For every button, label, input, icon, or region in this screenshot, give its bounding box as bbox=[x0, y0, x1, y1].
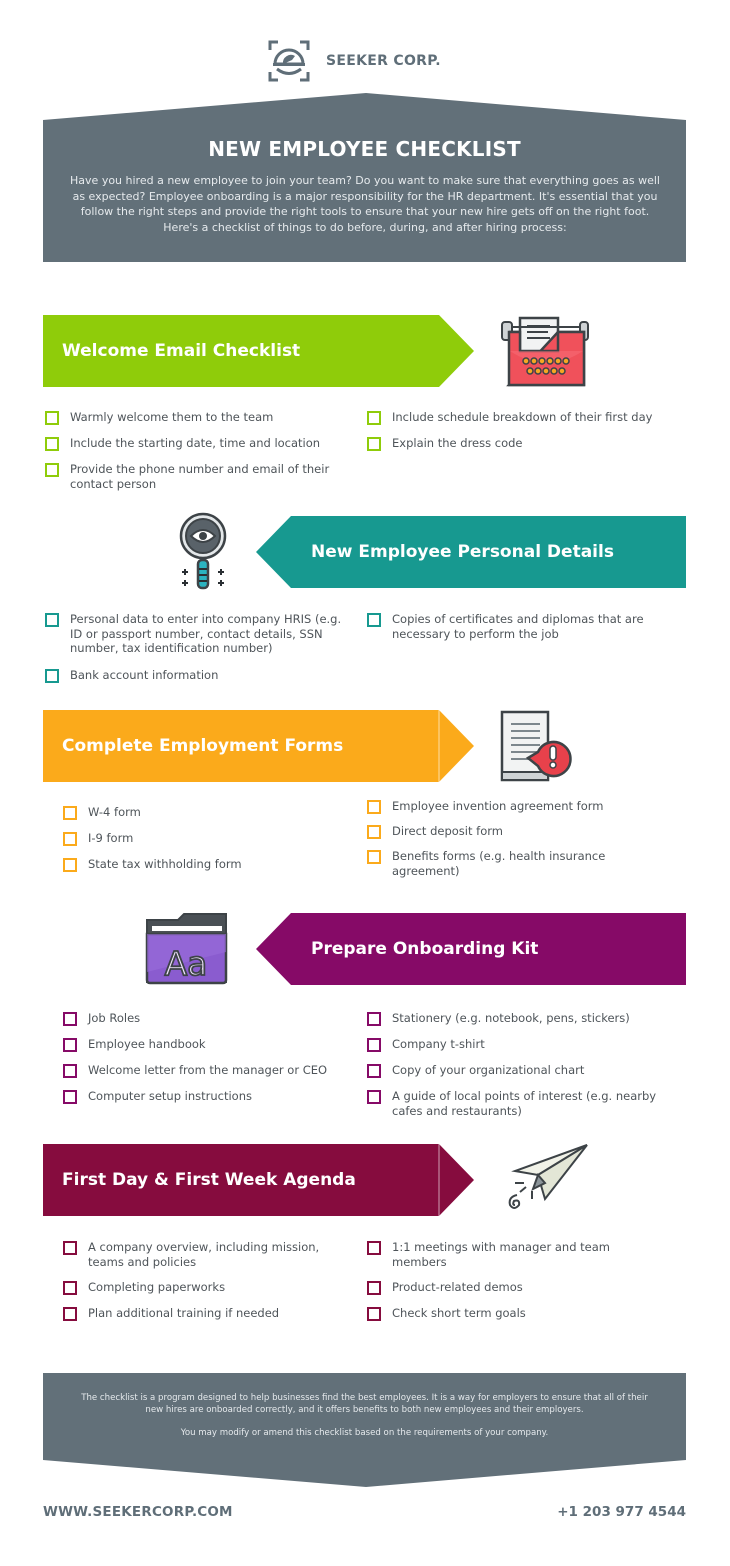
intro-header bbox=[43, 93, 686, 262]
checklist-left bbox=[63, 1240, 343, 1321]
typewriter-icon bbox=[500, 315, 592, 393]
checklist-right bbox=[367, 1011, 667, 1118]
checkbox[interactable] bbox=[45, 613, 59, 627]
checklist-item[interactable]: Include the starting date, time and location bbox=[45, 436, 345, 451]
checkbox[interactable] bbox=[367, 825, 381, 839]
checklist-item[interactable]: Product-related demos bbox=[367, 1280, 647, 1295]
checkbox[interactable] bbox=[45, 463, 59, 477]
page-title: NEW EMPLOYEE CHECKLIST bbox=[208, 137, 521, 161]
document-alert-icon bbox=[500, 710, 576, 786]
checkbox[interactable] bbox=[63, 1281, 77, 1295]
website-link[interactable]: WWW.SEEKERCORP.COM bbox=[43, 1504, 233, 1520]
checkbox[interactable] bbox=[367, 1090, 381, 1104]
checkbox[interactable] bbox=[367, 800, 381, 814]
section-banner-first-day-week bbox=[43, 1144, 475, 1216]
checklist-item[interactable]: Explain the dress code bbox=[367, 436, 677, 451]
checklist-left bbox=[45, 612, 345, 683]
checklist-item[interactable]: Copy of your organizational chart bbox=[367, 1063, 667, 1078]
section-title: Welcome Email Checklist bbox=[62, 341, 301, 361]
checkbox[interactable] bbox=[63, 1012, 77, 1026]
checkbox[interactable] bbox=[45, 437, 59, 451]
eye-scan-icon bbox=[268, 40, 310, 82]
section-banner-employment-forms bbox=[43, 710, 475, 782]
magnifier-eye-icon bbox=[173, 512, 233, 596]
paper-plane-icon bbox=[500, 1141, 592, 1223]
footer-disclaimer: You may modify or amend this checklist based on the requirements of your company. bbox=[180, 1428, 549, 1438]
font-folder-icon bbox=[144, 912, 230, 990]
section-title: Prepare Onboarding Kit bbox=[311, 939, 539, 959]
checkbox[interactable] bbox=[63, 806, 77, 820]
checklist-item[interactable]: Stationery (e.g. notebook, pens, stickers) bbox=[367, 1011, 667, 1026]
svg-text:Aa: Aa bbox=[164, 944, 208, 983]
checkbox[interactable] bbox=[367, 1064, 381, 1078]
checklist-right bbox=[367, 410, 677, 451]
checkbox[interactable] bbox=[63, 832, 77, 846]
checklist-item[interactable]: Employee handbook bbox=[63, 1037, 353, 1052]
checklist-item[interactable]: Job Roles bbox=[63, 1011, 353, 1026]
checklist-item[interactable]: A company overview, including mission, teams and policies bbox=[63, 1240, 343, 1269]
checkbox[interactable] bbox=[63, 1090, 77, 1104]
checklist-item[interactable]: Bank account information bbox=[45, 668, 345, 683]
checklist-item[interactable]: Employee invention agreement form bbox=[367, 799, 637, 814]
checklist-left bbox=[63, 1011, 353, 1104]
checklist-left bbox=[63, 805, 343, 872]
checkbox[interactable] bbox=[367, 1307, 381, 1321]
checkbox[interactable] bbox=[367, 411, 381, 425]
checklist-item[interactable]: Company t-shirt bbox=[367, 1037, 667, 1052]
checklist-item[interactable]: W-4 form bbox=[63, 805, 343, 820]
brand-logo bbox=[268, 40, 441, 82]
checklist-item[interactable]: Plan additional training if needed bbox=[63, 1306, 343, 1321]
checklist-item[interactable]: A guide of local points of interest (e.g. nearby cafes and restaurants) bbox=[367, 1089, 667, 1118]
section-banner-personal-details bbox=[256, 516, 686, 588]
checkbox[interactable] bbox=[367, 437, 381, 451]
section-title: New Employee Personal Details bbox=[311, 542, 614, 562]
checklist-item[interactable]: Check short term goals bbox=[367, 1306, 647, 1321]
checklist-item[interactable]: Direct deposit form bbox=[367, 824, 637, 839]
section-title: Complete Employment Forms bbox=[62, 736, 344, 756]
brand-name: SEEKER CORP. bbox=[326, 53, 441, 69]
checkbox[interactable] bbox=[45, 411, 59, 425]
checklist-item[interactable]: Completing paperworks bbox=[63, 1280, 343, 1295]
footer-note bbox=[43, 1373, 686, 1487]
checklist-item[interactable]: Warmly welcome them to the team bbox=[45, 410, 345, 425]
checkbox[interactable] bbox=[63, 1038, 77, 1052]
checklist-item[interactable]: 1:1 meetings with manager and team members bbox=[367, 1240, 647, 1269]
checkbox[interactable] bbox=[45, 669, 59, 683]
checkbox[interactable] bbox=[367, 1012, 381, 1026]
checkbox[interactable] bbox=[367, 613, 381, 627]
checkbox[interactable] bbox=[63, 1307, 77, 1321]
checkbox[interactable] bbox=[367, 850, 381, 864]
checklist-item[interactable]: Benefits forms (e.g. health insurance agreement) bbox=[367, 849, 637, 878]
checklist-item[interactable]: Welcome letter from the manager or CEO bbox=[63, 1063, 353, 1078]
section-title: First Day & First Week Agenda bbox=[62, 1170, 356, 1190]
section-banner-onboarding-kit bbox=[256, 913, 686, 985]
intro-paragraph: Have you hired a new employee to join your team? Do you want to make sure that everything goes as well as expected? Employee onboarding is a major responsibility for the HR department. It's essential that you follow the right steps and provide the right tools to ensure that your new hire gets off on the right foot. Here's a checklist of things to do before, during, and after hiring process: bbox=[70, 174, 660, 234]
phone-number[interactable]: +1 203 977 4544 bbox=[557, 1504, 686, 1520]
checkbox[interactable] bbox=[63, 1241, 77, 1255]
checklist-item[interactable]: I-9 form bbox=[63, 831, 343, 846]
checklist-item[interactable]: Personal data to enter into company HRIS (e.g. ID or passport number, contact details, SSN number, tax identification number) bbox=[45, 612, 345, 656]
checklist-item[interactable]: State tax withholding form bbox=[63, 857, 343, 872]
checkbox[interactable] bbox=[63, 858, 77, 872]
checklist-left bbox=[45, 410, 345, 491]
checklist-right bbox=[367, 612, 667, 641]
footer-paragraph: The checklist is a program designed to help businesses find the best employees. It is a way for employers to ensure that all of their new hires are onboarded correctly, and it offers benefits to both new employees and their employers. bbox=[81, 1393, 648, 1415]
section-banner-welcome-email bbox=[43, 315, 475, 387]
checkbox[interactable] bbox=[63, 1064, 77, 1078]
checklist-item[interactable]: Include schedule breakdown of their first day bbox=[367, 410, 677, 425]
checklist-right bbox=[367, 799, 637, 878]
checkbox[interactable] bbox=[367, 1241, 381, 1255]
checkbox[interactable] bbox=[367, 1281, 381, 1295]
checkbox[interactable] bbox=[367, 1038, 381, 1052]
checklist-item[interactable]: Provide the phone number and email of their contact person bbox=[45, 462, 345, 491]
checklist-right bbox=[367, 1240, 647, 1321]
checklist-item[interactable]: Copies of certificates and diplomas that are necessary to perform the job bbox=[367, 612, 667, 641]
checklist-item[interactable]: Computer setup instructions bbox=[63, 1089, 353, 1104]
